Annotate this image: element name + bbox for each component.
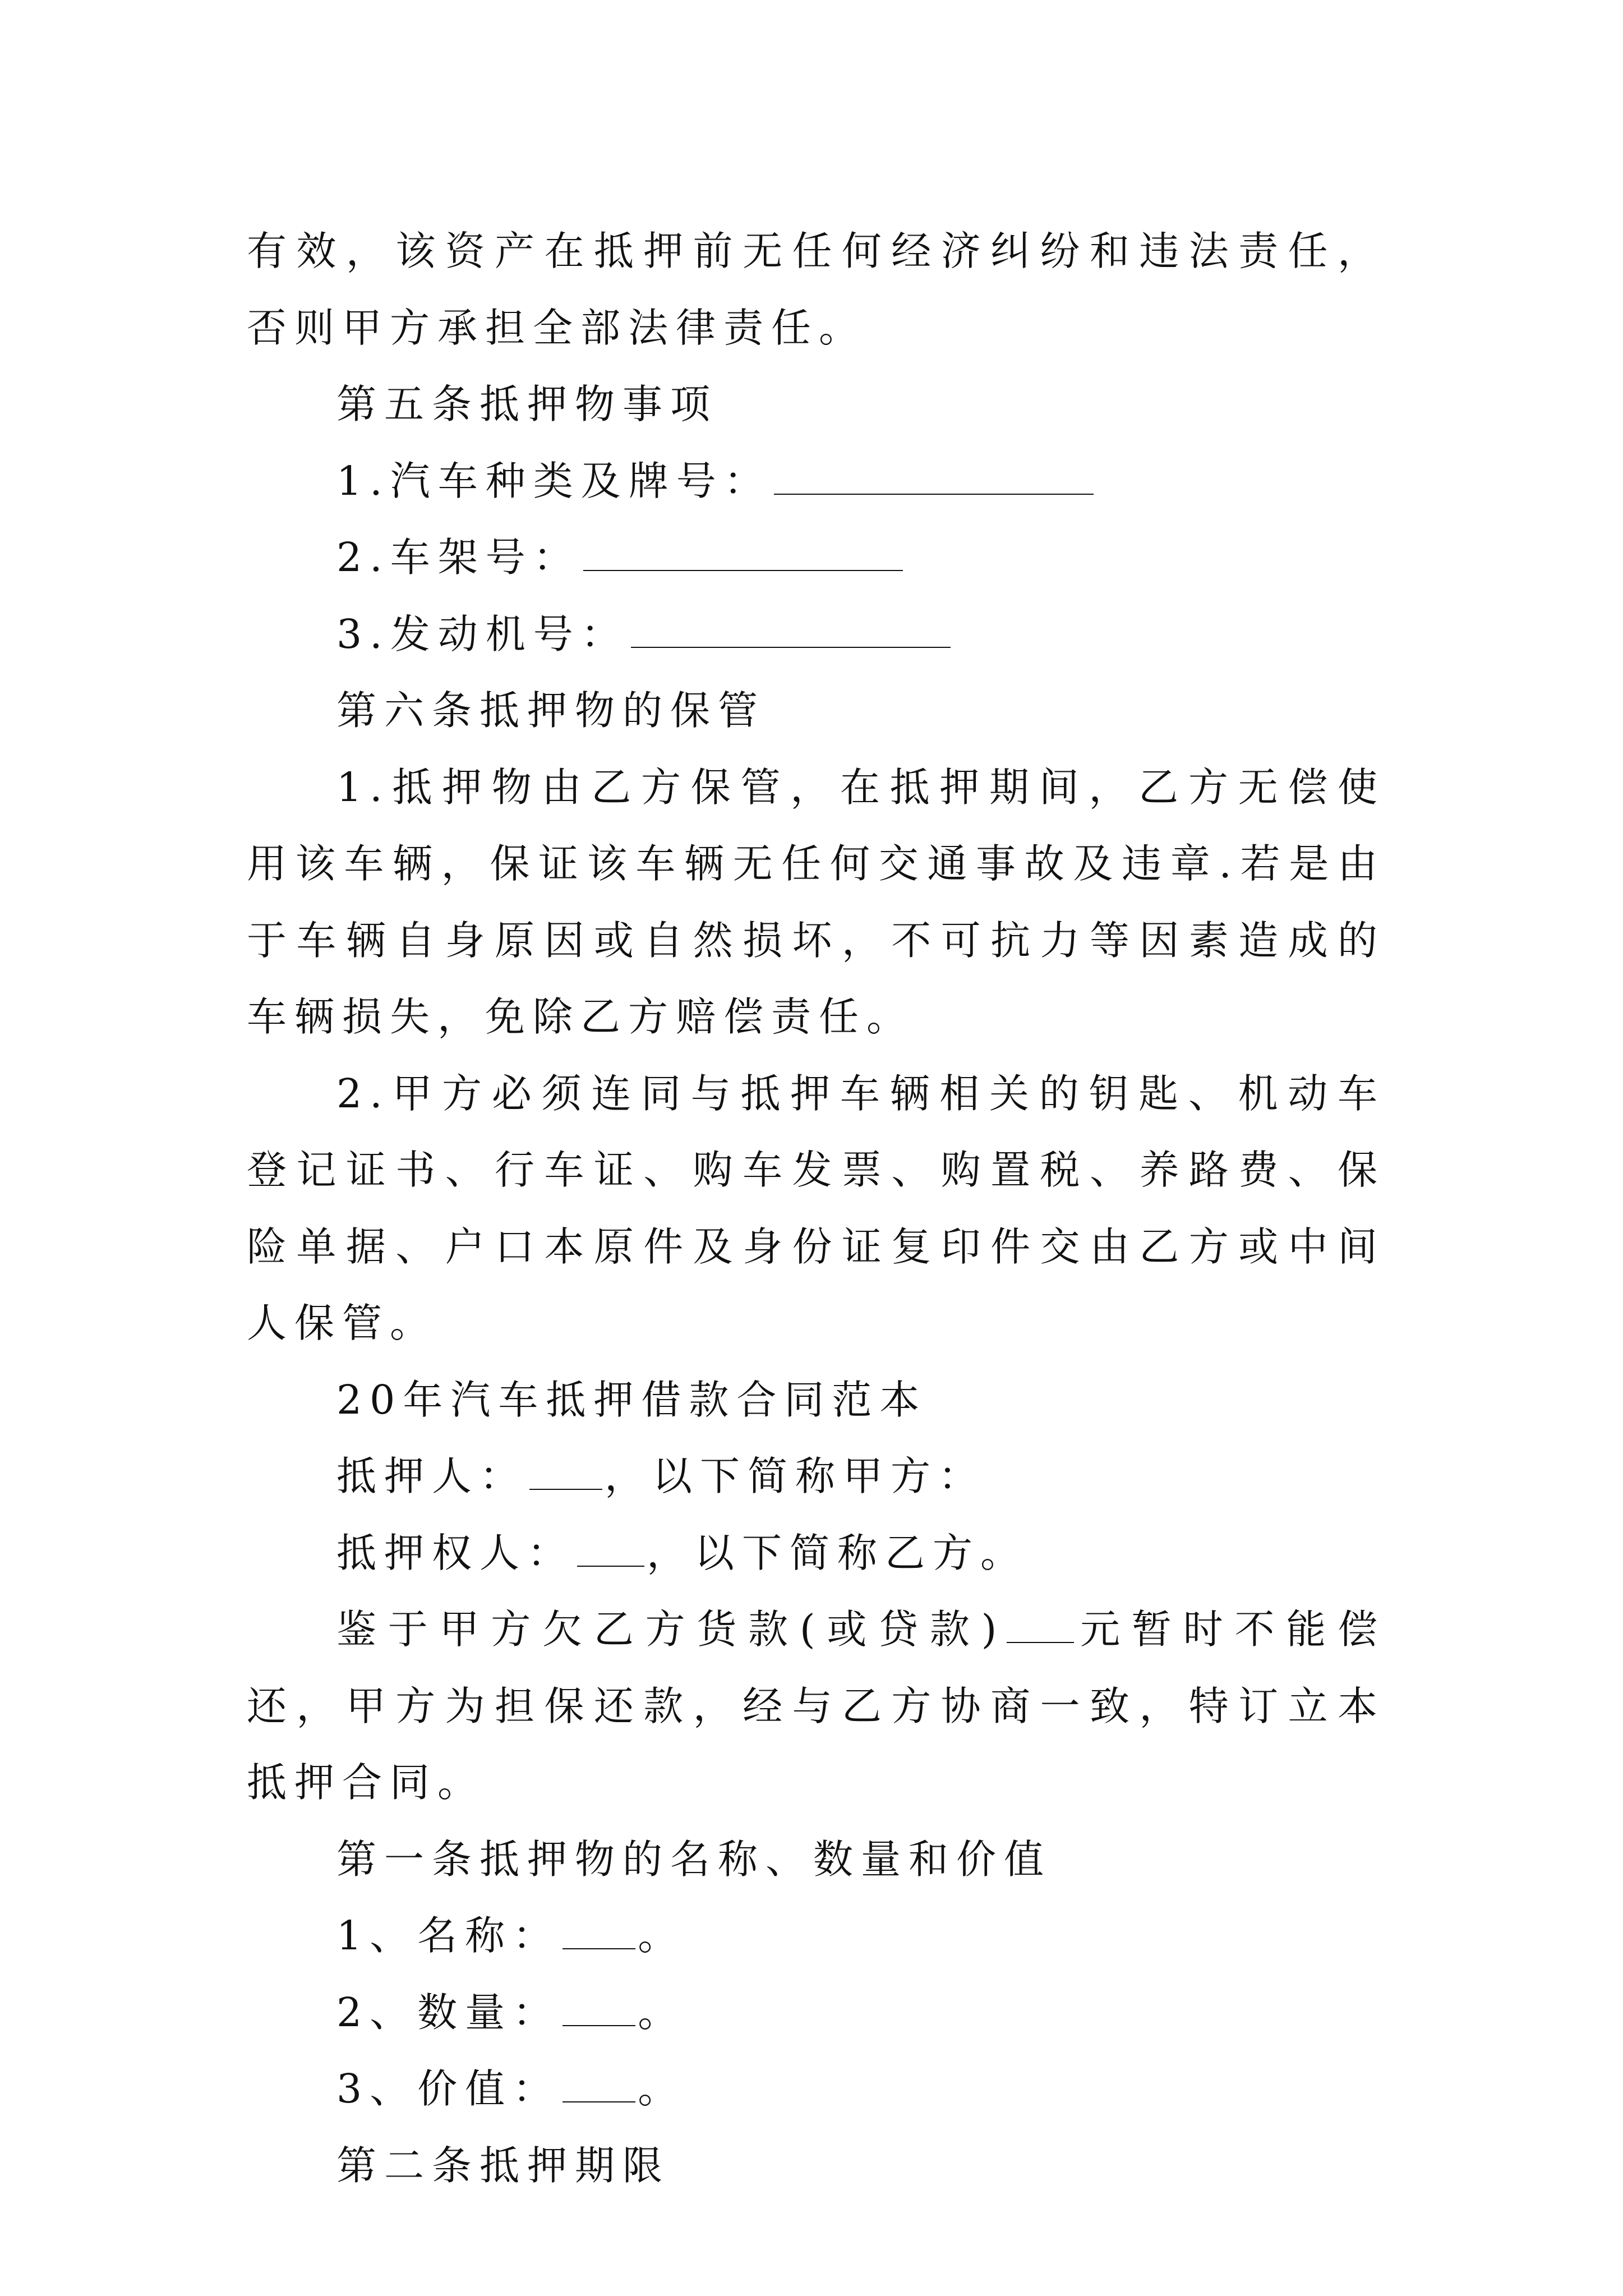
custody-clause-1 [247, 749, 1385, 1056]
paragraph-text: 1.抵押物由乙方保管，在抵押期间，乙方无偿使用该车辆，保证该车辆无任何交通事故及违章.若是由于车辆自身原因或自然损坏，不可抗力等因素造成的车辆损失，免除乙方赔偿责任。 [247, 763, 1385, 1040]
field-label: 抵押权人： [336, 1529, 575, 1576]
title-text: 20年汽车抵押借款合同范本 [336, 1376, 928, 1423]
item-name-line [247, 1898, 1385, 1975]
field-suffix: 。 [638, 2065, 686, 2112]
vehicle-type-plate-line [247, 443, 1385, 520]
blank-underline [1007, 1608, 1074, 1643]
blank-underline [577, 1532, 644, 1567]
preamble-paragraph [247, 1591, 1385, 1821]
article-2-heading [247, 2128, 1385, 2205]
custody-clause-2 [247, 1056, 1385, 1362]
field-label: 3.发动机号： [336, 610, 629, 657]
article-6-heading [247, 673, 1385, 749]
blank-underline [583, 536, 903, 571]
item-quantity-line [247, 1975, 1385, 2051]
field-label: 3、价值： [336, 2065, 561, 2112]
field-suffix: ，以下简称乙方。 [647, 1529, 1029, 1576]
field-label: 1、名称： [336, 1912, 561, 1959]
paragraph-text: 有效，该资产在抵押前无任何经济纠纷和违法责任，否则甲方承担全部法律责任。 [247, 228, 1385, 351]
article-1-heading [247, 1821, 1385, 1898]
heading-text: 第一条抵押物的名称、数量和价值 [336, 1835, 1052, 1883]
frame-number-line [247, 519, 1385, 596]
paragraph-liability [247, 213, 1385, 366]
blank-underline [562, 1991, 635, 2026]
blank-underline [774, 460, 1094, 495]
field-suffix: 。 [638, 1912, 686, 1959]
heading-text: 第五条抵押物事项 [336, 381, 718, 427]
field-label: 1.汽车种类及牌号： [336, 457, 772, 504]
heading-text: 第二条抵押期限 [336, 2142, 671, 2189]
field-label: 2.车架号： [336, 534, 581, 581]
engine-number-line [247, 596, 1385, 673]
field-suffix: ，以下简称甲方： [605, 1453, 986, 1499]
field-suffix: 。 [638, 1989, 686, 2036]
blank-underline [529, 1455, 602, 1490]
mortgagor-line [247, 1438, 1385, 1515]
heading-text: 第六条抵押物的保管 [336, 687, 766, 734]
field-label: 2、数量： [336, 1989, 561, 2036]
paragraph-text: 2.甲方必须连同与抵押车辆相关的钥匙、机动车登记证书、行车证、购车发票、购置税、养路费、保险单据、户口本原件及身份证复印件交由乙方或中间人保管。 [247, 1070, 1385, 1346]
blank-underline [562, 1915, 635, 1949]
paragraph-text: 元暂时不能偿还，甲方为担保还款，经与乙方协商一致，特订立本抵押合同。 [247, 1606, 1385, 1806]
article-5-heading [247, 366, 1385, 443]
blank-underline [631, 613, 951, 648]
mortgagee-line [247, 1515, 1385, 1592]
contract-title [247, 1362, 1385, 1439]
field-label: 抵押人： [336, 1453, 528, 1499]
blank-underline [562, 2068, 635, 2102]
item-value-line [247, 2051, 1385, 2128]
paragraph-text: 鉴于甲方欠乙方货款(或贷款) [336, 1606, 1005, 1653]
document-body [247, 213, 1385, 2204]
